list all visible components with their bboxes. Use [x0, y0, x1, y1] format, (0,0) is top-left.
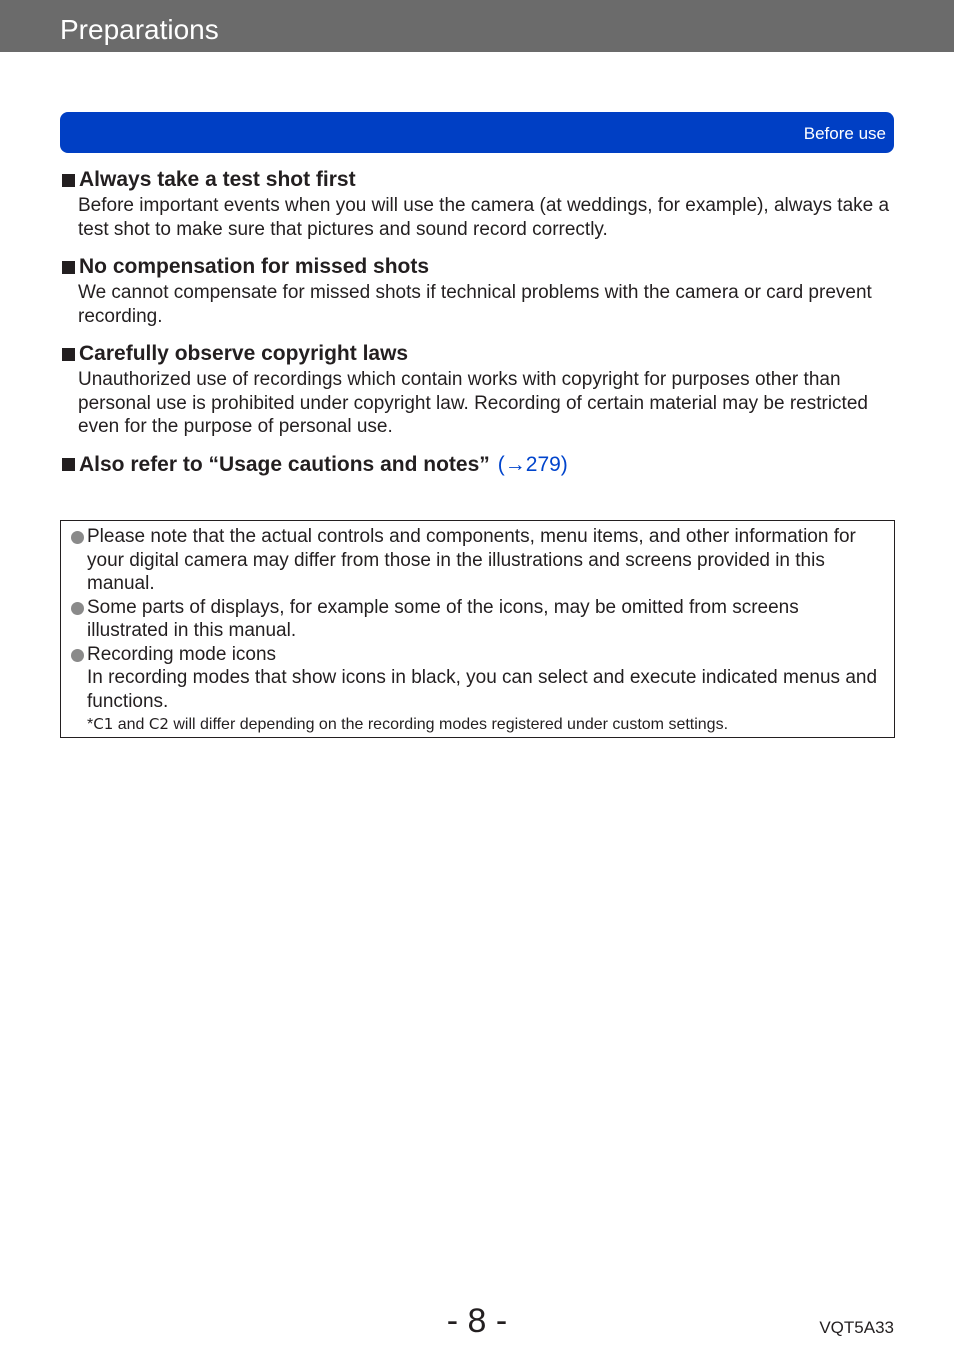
item-heading [60, 253, 900, 281]
precautions-list [60, 166, 900, 491]
note-item [70, 525, 885, 596]
section-bar-label: Before use [803, 124, 886, 143]
square-bullet-icon [62, 261, 75, 274]
list-item [60, 253, 900, 328]
custom-mode-c2-icon: C2 [148, 715, 169, 733]
item-heading-text: Carefully observe copyright laws [79, 342, 409, 365]
item-heading [60, 166, 900, 194]
notes-list [70, 525, 885, 736]
item-heading [60, 451, 900, 479]
item-body: Before important events when you will use the camera (at weddings, for example), always take a test shot to make sure that pictures and sound record correctly. [78, 195, 890, 240]
section-bar [60, 112, 894, 153]
footnote [70, 713, 885, 736]
list-item [60, 451, 900, 479]
footnote-asterisk: * [87, 716, 94, 733]
note-text: Some parts of displays, for example some of the icons, may be omitted from screens illustrated in this manual. [87, 596, 799, 641]
square-bullet-icon [62, 348, 75, 361]
page-reference-link[interactable]: (→279) [497, 452, 568, 476]
square-bullet-icon [62, 458, 75, 471]
item-body: We cannot compensate for missed shots if technical problems with the camera or card prevent recording. [78, 282, 872, 327]
item-heading-text: No compensation for missed shots [79, 255, 430, 278]
circle-bullet-icon [71, 649, 84, 662]
footnote-and: and [113, 716, 149, 733]
note-text: Recording mode icons [87, 643, 277, 665]
item-heading-text: Also refer to “Usage cautions and notes” [79, 452, 490, 476]
footnote-text: will differ depending on the recording modes registered under custom settings. [168, 716, 729, 733]
circle-bullet-icon [71, 602, 84, 615]
page-number: - 8 - [446, 1302, 508, 1340]
item-body: Unauthorized use of recordings which contain works with copyright for purposes other than personal use is prohibited under copyright law. Recording of certain material may be restricted even for the purpose of personal use. [78, 369, 868, 437]
note-detail: In recording modes that show icons in black, you can select and execute indicated menus and functions. [87, 667, 878, 712]
square-bullet-icon [62, 174, 75, 187]
item-heading [60, 340, 900, 368]
list-item [60, 340, 900, 439]
header-title: Preparations [60, 14, 219, 45]
note-item [70, 643, 885, 667]
item-heading-text: Always take a test shot first [79, 168, 356, 191]
notes-box [60, 520, 895, 738]
document-code: VQT5A33 [819, 1318, 894, 1337]
circle-bullet-icon [71, 531, 84, 544]
page-header [0, 0, 954, 52]
note-text: Please note that the actual controls and components, menu items, and other information for your digital camera may differ from those in the illustrations and screens provided in this manual. [87, 526, 856, 594]
list-item [60, 166, 900, 241]
note-item [70, 596, 885, 643]
custom-mode-c1-icon: C1 [93, 715, 114, 733]
